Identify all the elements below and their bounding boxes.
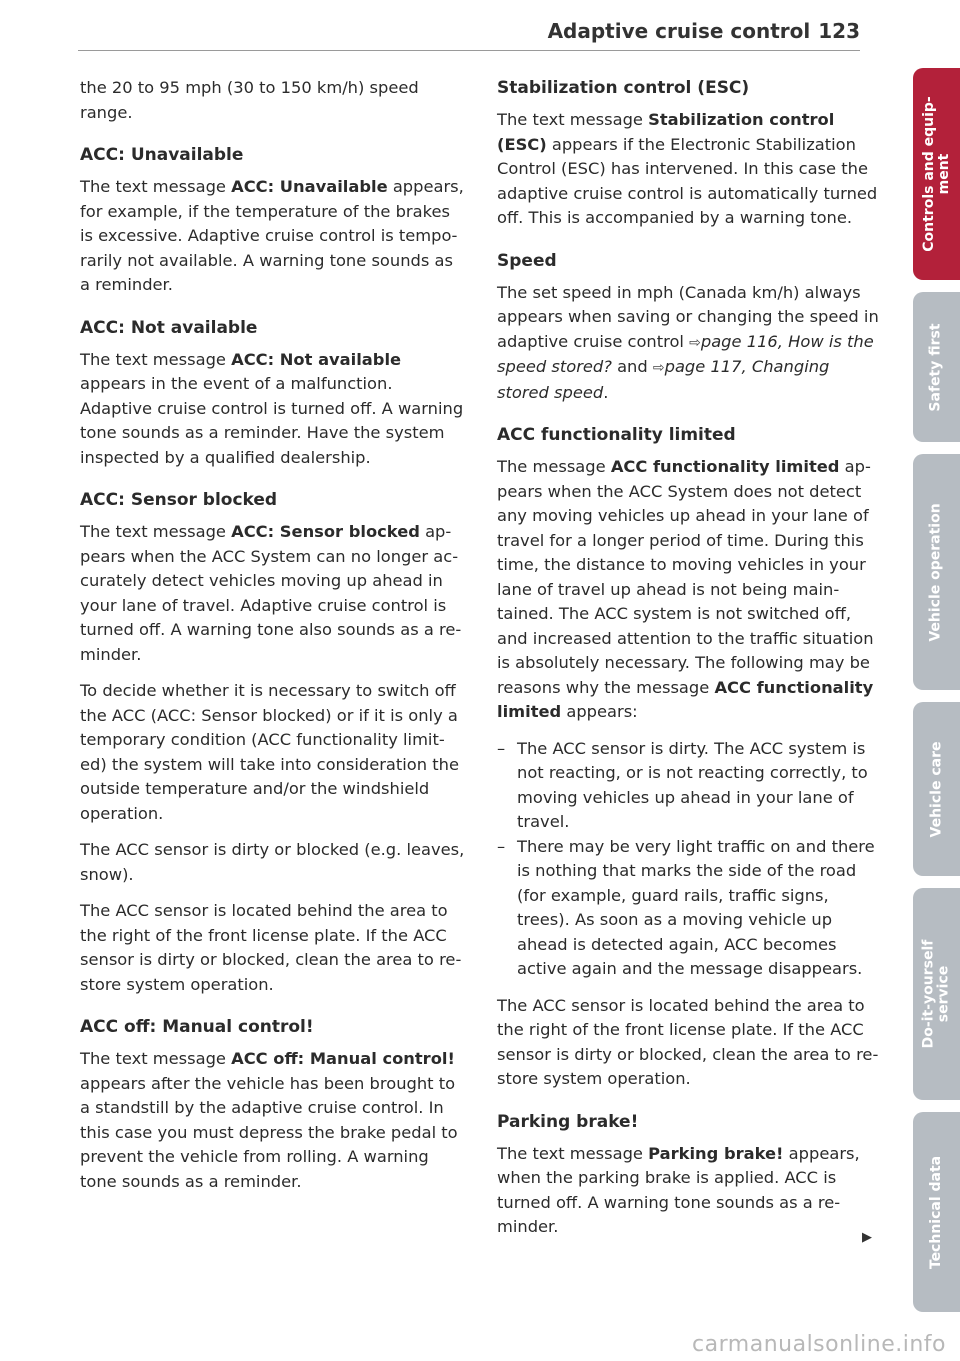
message-name: ACC: Unavailable: [231, 177, 388, 196]
paragraph-decide: To decide whether it is necessary to switch off the ACC (ACC: Sensor blocked) or if it is only a temporary condition (ACC functionality limited) the system will take into consideration the outside temperature and/or the windshield operation.: [80, 681, 459, 823]
paragraph-acc-sensor-blocked: [80, 520, 465, 667]
text: appears:: [561, 702, 638, 721]
running-head: [548, 16, 860, 46]
paragraph-esc: [497, 108, 882, 231]
cross-reference-arrow-icon: ⇨: [652, 360, 665, 376]
message-name: ACC functionality limited: [610, 457, 840, 476]
tab-vehicle-care[interactable]: [913, 702, 960, 876]
text: appears in the event of a malfunction. Adaptive cruise control is turned off. A warning tone sounds as a reminder. Have the system inspected by a qualified dealership.: [80, 374, 464, 467]
paragraph-speed: [497, 281, 882, 406]
tab-label: Do-it-yourself service: [920, 939, 952, 1049]
right-column: [497, 76, 882, 1252]
heading-parking-brake: Parking brake!: [497, 1111, 639, 1132]
tab-label: Safety first: [928, 322, 944, 412]
page-number: 123: [818, 19, 860, 43]
message-name: ACC off: Manual control!: [231, 1049, 455, 1068]
list-item: – The ACC sensor is dirty. The ACC system is not reacting, or is not reacting correctly, to moving vehicles up ahead in your lane of travel.: [497, 737, 882, 835]
heading-esc: Stabilization control (ESC): [497, 78, 750, 98]
tab-do-it-yourself-service[interactable]: [913, 888, 960, 1100]
text: appears if the Electronic Stabilization Control (ESC) has intervened. In this case the adaptive cruise control is automatically turned off. This is accompanied by a warning tone.: [497, 134, 878, 227]
tab-label: Vehicle care: [928, 741, 945, 837]
intro-paragraph: the 20 to 95 mph (30 to 150 km/h) speed range.: [80, 78, 419, 122]
chapter-title: Adaptive cruise control: [547, 19, 811, 43]
paragraph-acc-not-available: [80, 348, 465, 471]
cross-reference-link[interactable]: page 116, How is the speed stored?: [497, 331, 874, 376]
text: The set speed in mph (Canada km/h) always appears when saving or changing the speed in adaptive cruise control: [497, 282, 879, 351]
text: The text message: [80, 349, 232, 369]
paragraph-acc-unavailable: [80, 175, 465, 298]
text: appears after the vehicle has been brought to a standstill by the adaptive cruise control. In this case you must depress the brake pedal to prevent the vehicle from rolling. A warning tone sounds as a reminder.: [80, 1073, 458, 1191]
paragraph-sensor-location-right: The ACC sensor is located behind the area to the right of the front license plate. If the ACC sensor is dirty or blocked, clean the area to restore system operation.: [497, 995, 879, 1088]
text: appears, for example, if the temperature of the brakes is excessive. Adaptive cruise control is temporarily not available. A warning tone sounds as a reminder.: [80, 177, 464, 294]
text: The text message: [80, 1049, 232, 1068]
text: The text message: [497, 110, 649, 129]
text: The text message: [80, 177, 232, 196]
message-name: ACC functionality limited: [497, 677, 874, 721]
left-column: [80, 76, 465, 1206]
paragraph-sensor-dirty: The ACC sensor is dirty or blocked (e.g. leaves, snow).: [80, 840, 465, 884]
message-name: ACC: Sensor blocked: [231, 522, 420, 541]
continue-arrow-icon: ▶: [862, 1230, 872, 1245]
tab-label: Controls and equip- ment: [920, 96, 952, 252]
reasons-list: [497, 737, 882, 982]
message-name: Stabilization control (ESC): [497, 110, 835, 154]
header-rule: [78, 50, 860, 51]
paragraph-sensor-location: The ACC sensor is located behind the area to the right of the front license plate. If the ACC sensor is dirty or blocked, clean the area to restore system operation.: [80, 901, 462, 994]
tab-label: Vehicle operation: [928, 502, 945, 642]
heading-acc-off-manual: ACC off: Manual control!: [80, 1017, 314, 1037]
cross-reference-arrow-icon: ⇨: [689, 334, 701, 351]
cross-reference-link[interactable]: page 117, Changing stored speed: [497, 357, 830, 402]
text: The message: [497, 457, 611, 476]
text: The text message: [497, 1143, 649, 1163]
text: appears when the ACC System can no longer accurately detect vehicles moving up ahead in your lane of travel. Adaptive cruise control is turned off. A warning tone also sounds as a reminder.: [80, 522, 462, 664]
tab-vehicle-operation[interactable]: [913, 454, 960, 690]
paragraph-acc-off-manual: [80, 1047, 465, 1194]
heading-acc-sensor-blocked: ACC: Sensor blocked: [80, 490, 278, 510]
text: and: [611, 357, 653, 376]
text: The text message: [80, 522, 232, 541]
text: .: [603, 382, 609, 402]
heading-acc-not-available: ACC: Not available: [80, 317, 258, 338]
heading-speed: Speed: [497, 250, 557, 271]
heading-acc-functionality-limited: ACC functionality limited: [497, 425, 736, 445]
text: appears when the ACC System does not detect any moving vehicles up ahead in your lane of travel for a longer period of time. During this time, the distance to moving vehicles in your lane of travel up ahead is not being maintained. The ACC system is not switched off, and increased attention to the traffic situation is absolutely necessary. The following may be reasons why the message: [497, 457, 874, 697]
message-name: Parking brake!: [648, 1143, 784, 1163]
tab-label: Technical data: [928, 1155, 944, 1269]
tab-technical-data[interactable]: [913, 1112, 960, 1312]
watermark: carmanualsonline.info: [692, 1332, 946, 1357]
paragraph-acc-functionality-limited: [497, 455, 882, 725]
heading-acc-unavailable: ACC: Unavailable: [80, 145, 244, 165]
paragraph-parking-brake: [497, 1142, 882, 1240]
tab-controls-and-equipment[interactable]: [913, 68, 960, 280]
message-name: ACC: Not available: [231, 349, 402, 369]
tab-safety-first[interactable]: [913, 292, 960, 442]
list-item: – There may be very light traffic on and there is nothing that marks the side of the road (for example, guard rails, traffic signs, trees). As soon as a moving vehicle up ahead is detected again, ACC becomes active again and the message disappears.: [497, 835, 882, 982]
text: appears, when the parking brake is applied. ACC is turned off. A warning tone sounds as a reminder.: [497, 1143, 860, 1236]
